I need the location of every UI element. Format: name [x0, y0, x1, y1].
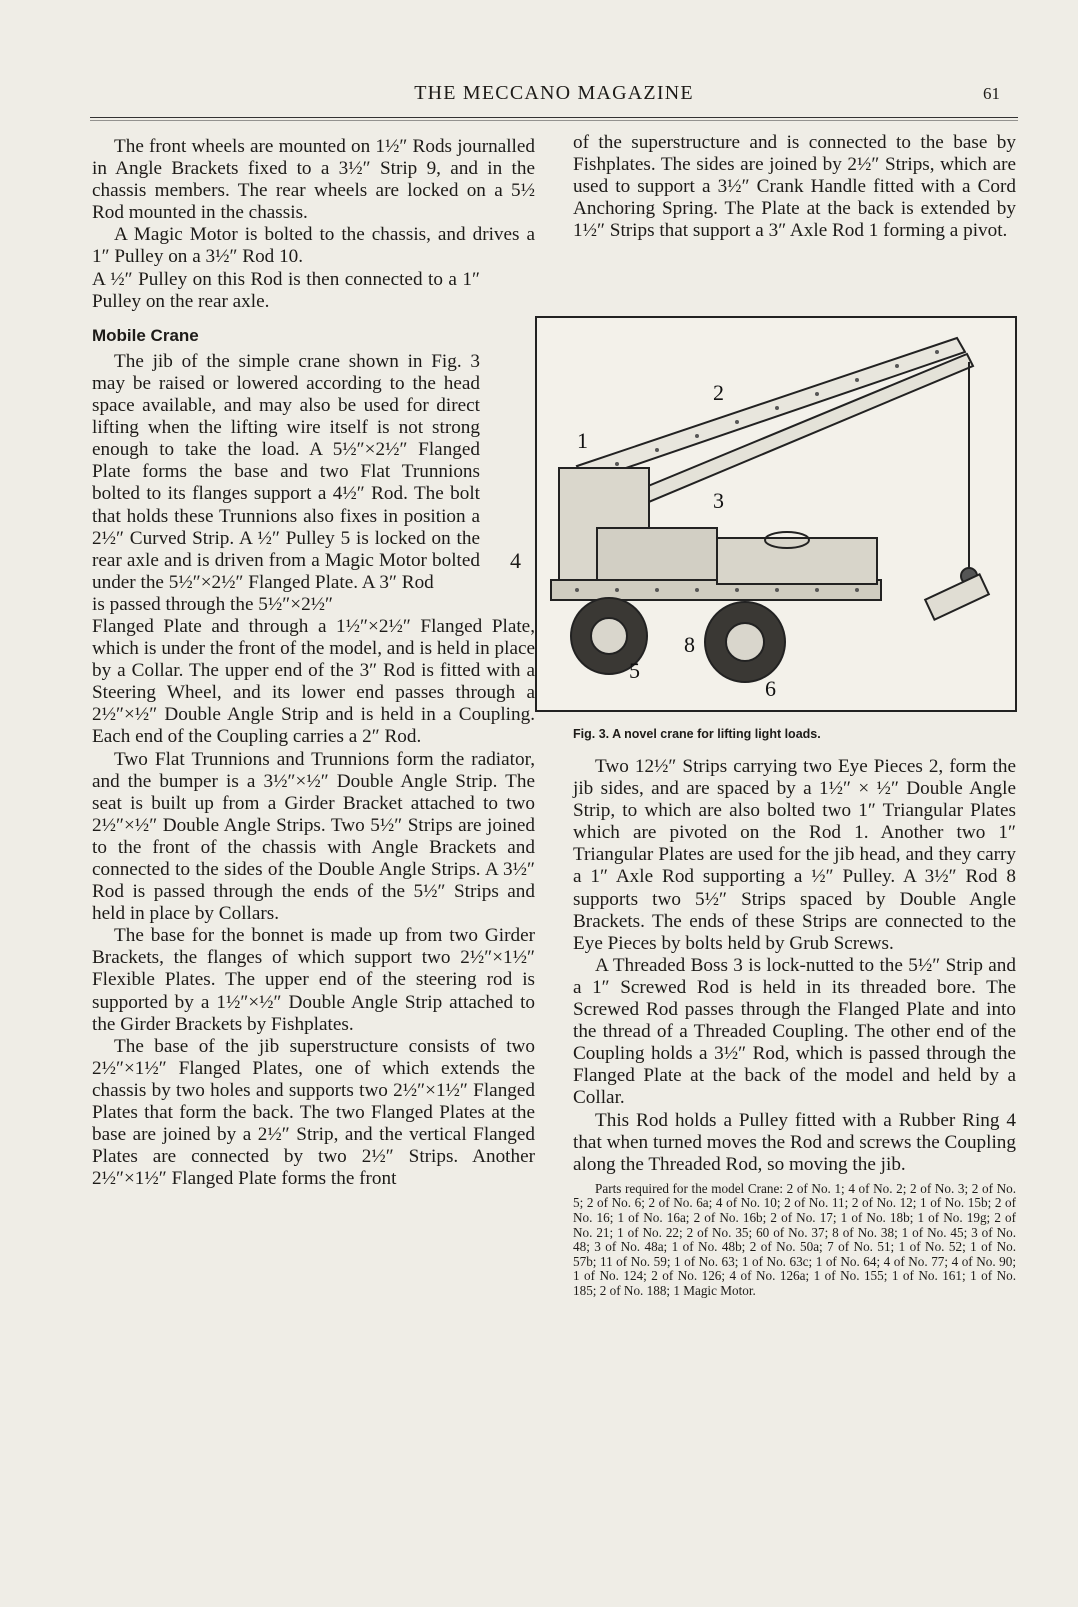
section-heading: Mobile Crane — [92, 325, 199, 345]
header-rule-secondary — [90, 120, 1018, 121]
magazine-title: THE MECCANO MAGAZINE — [414, 82, 694, 104]
figure-caption: Fig. 3. A novel crane for lifting light loads. — [573, 727, 821, 741]
figure-label: 6 — [765, 676, 776, 701]
parts-text: Parts required for the model Crane: 2 of No. 1; 4 of No. 2; 2 of No. 3; 2 of No. 5; 2 of No. 6; 2 of No. 6a; 4 of No. 10; 2 of No. 11; 2 of No. 12; 1 of No. 15b; 2 of No. 16; 1 of No. 16a; 2 of No. 16b; 2 of No. 17; 1 of No. 18b; 1 of No. 19g; 2 of No. 21; 1 of No. 22; 2 of No. 35; 60 of No. 37; 8 of No. 38; 1 of No. 45; 3 of No. 48; 3 of No. 48a; 1 of No. 48b; 2 of No. 50a; 7 of No. 51; 1 of No. 52; 1 of No. 57b; 11 of No. 59; 1 of No. 63; 1 of No. 63c; 1 of No. 64; 4 of No. 77; 4 of No. 90; 1 of No. 124; 2 of No. 126; 4 of No. 126a; 1 of No. 155; 1 of No. 161; 1 of No. 185; 2 of No. 188; 1 Magic Motor. — [573, 1180, 1016, 1298]
bonnet — [717, 538, 877, 584]
paragraph: The front wheels are mounted on 1½″ Rods journalled in Angle Brackets fixed to a 3½″ Strip 9, and in the chassis members. The rear wheels are locked on a 5½ Rod mounted in the chassis. — [92, 136, 535, 224]
paragraph: Flanged Plate and through a 1½″×2½″ Flanged Plate, which is under the front of the model, and is held in place by a Collar. The upper end of the 3″ Rod is fitted with a Steering Wheel, and its lower end passes through a 2½″×½″ Double Angle Strip and is held in a Coupling. Each end of the Coupling carries a 2″ Rod. — [92, 615, 535, 748]
jib-strip — [595, 354, 973, 522]
paragraph: Two Flat Trunnions and Trunnions form the radiator, and the bumper is a 3½″×½″ Double Angle Strip. The seat is built up from a Girder Bracket attached to two 2½″×½″ Double Angle Strips. Two 5½″ Strips are joined to the front of the chassis with Angle Brackets and connected to the sides of the Double Angle Strips. A 3½″ Rod is passed through the ends of the 5½″ Strips and held in place by Collars. — [92, 748, 535, 925]
left-column — [92, 136, 535, 1190]
figure-label: 8 — [684, 632, 695, 657]
paragraph: is passed through the 5½″×2½″ — [92, 593, 334, 615]
crane-illustration — [537, 318, 1015, 710]
paragraph: A Magic Motor is bolted to the chassis, and drives a 1″ Pulley on a 3½″ Rod 10. — [92, 224, 535, 268]
parts-list — [573, 1182, 1016, 1299]
load — [925, 574, 989, 619]
crane-figure — [535, 316, 1017, 712]
figure-label-4: 4 — [510, 548, 521, 573]
paragraph: The jib of the simple crane shown in Fig. 3 may be raised or lowered according to the head space available, and may also be used for direct lifting when the lifting wire itself is not strong enough to take the load. A 5½″×2½″ Flanged Plate forms the base and two Flat Trunnions bolted to its flanges support a 4½″ Rod. The bolt that holds these Trunnions also fixes in position a 2½″ Curved Strip. A ½″ Pulley 5 is locked on the rear axle and is driven from a Magic Motor bolted under the 5½″×2½″ Flanged Plate. A 3″ Rod — [92, 350, 480, 593]
paragraph: The base for the bonnet is made up from two Girder Brackets, the flanges of which support two 2½″×1½″ Flexible Plates. The upper end of the steering rod is supported by a 1½″×½″ Double Angle Strip attached to the Girder Brackets by Fishplates. — [92, 925, 535, 1035]
paragraph: This Rod holds a Pulley fitted with a Rubber Ring 4 that when turned moves the Rod and screws the Coupling along the Threaded Rod, so moving the jib. — [573, 1109, 1016, 1175]
paragraph: A Threaded Boss 3 is lock-nutted to the 5½″ Strip and a 1″ Screwed Rod is held in its threaded bore. The Screwed Rod passes through the Flanged Plate and into the thread of a Threaded Coupling. The other end of the Coupling holds a 3½″ Rod, which is passed through the Flanged Plate at the back of the model and held by a Collar. — [573, 954, 1016, 1109]
paragraph: The base of the jib superstructure consists of two 2½″×1½″ Flanged Plates, one of which extends the chassis by two holes and supports two 2½″×1½″ Flanged Plates that form the back. The two Flanged Plates at the base are joined by a 2½″ Strip, and the vertical Flanged Plates are connected by two 2½″ Strips. Another 2½″×1½″ Flanged Plate forms the front — [92, 1035, 535, 1190]
page-header — [90, 82, 1018, 112]
jib-strip — [577, 338, 965, 482]
paragraph: Two 12½″ Strips carrying two Eye Pieces 2, form the jib sides, and are spaced by a 1½″ × ½″ Double Angle Strip, to which are also bolted two 1″ Triangular Plates which are pivoted on the Rod 1. Another two 1″ Triangular Plates are used for the jib head, and they carry a 1″ Axle Rod supporting a ½″ Pulley. A 3½″ Rod 8 supports two 5½″ Strips spaced by Double Angle Brackets. The ends of these Strips are connected to the Eye Pieces by bolts held by Grub Screws. — [573, 756, 1016, 954]
page-number: 61 — [983, 84, 1000, 103]
figure-label: 2 — [713, 380, 724, 405]
paragraph: A ½″ Pulley on this Rod is then connected to a 1″ Pulley on the rear axle. — [92, 268, 480, 312]
figure-label: 5 — [629, 658, 640, 683]
right-column-bottom — [573, 756, 1016, 1299]
header-rule — [90, 117, 1018, 118]
figure-label: 1 — [577, 428, 588, 453]
figure-label: 3 — [713, 488, 724, 513]
right-column-top — [573, 132, 1016, 242]
paragraph: of the superstructure and is connected to the base by Fishplates. The sides are joined by 2½″ Strips, which are used to support a 3½″ Crank Handle fitted with a Cord Anchoring Spring. The Plate at the back is extended by 1½″ Strips that support a 3″ Axle Rod 1 forming a pivot. — [573, 132, 1016, 242]
